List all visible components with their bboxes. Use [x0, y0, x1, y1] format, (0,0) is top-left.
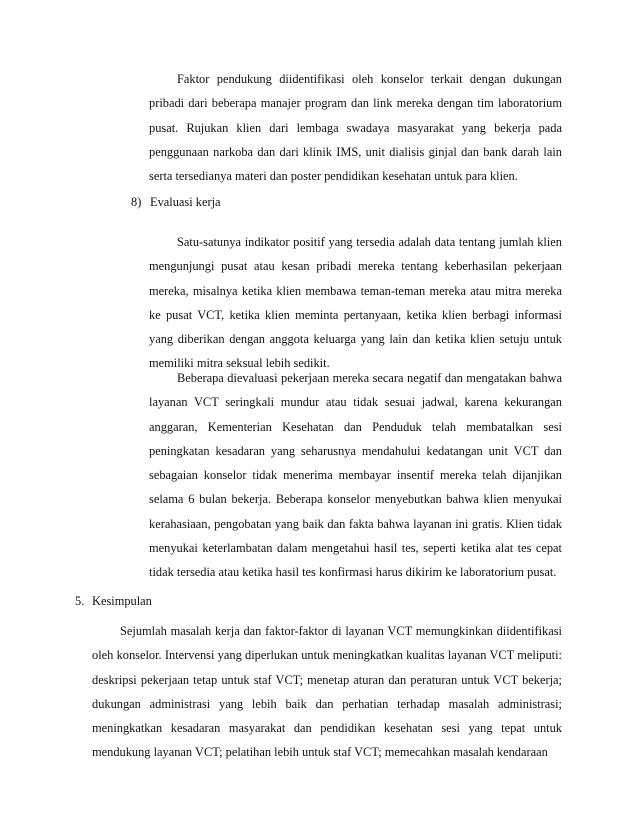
heading-evaluasi-kerja — [131, 192, 221, 212]
heading-number: 8) — [131, 195, 142, 209]
paragraph-conclusion: Sejumlah masalah kerja dan faktor-faktor di layanan VCT memungkinkan diidentifikasi oleh konselor. Intervensi yang diperlukan untuk meningkatkan kualitas layanan VCT meliputi: deskripsi pekerjaan tetap untuk staf VCT; menetap aturan dan peraturan untuk VCT bekerja; dukungan administrasi yang lebih baik dan perhatian terhadap masalah administrasi; meningkatkan kesadaran masyarakat dan pendidikan kesehatan sesi yang tepat untuk mendukung layanan VCT; pelatihan lebih untuk staf VCT; memecahkan masalah kendaraan — [92, 624, 562, 760]
paragraph-negative-evaluation: Beberapa dievaluasi pekerjaan mereka secara negatif dan mengatakan bahwa layanan VCT seringkali mundur atau tidak sesuai jadwal, karena kekurangan anggaran, Kementerian Kesehatan dan Penduduk telah membatalkan sesi peningkatan kesadaran yang seharusnya mendahului kedatangan unit VCT dan sebagaian konselor tidak menerima membayar insentif mereka telah dijanjikan selama 6 bulan bekerja. Beberapa konselor menyebutkan bahwa klien menyukai kerahasiaan, pengobatan yang baik dan fakta bahwa layanan ini gratis. Klien tidak menyukai keterlambatan dalam mengetahui hasil tes, seperti ketika alat tes cepat tidak tersedia atau ketika hasil tes konfirmasi harus dikirim ke laboratorium pusat. — [149, 371, 562, 580]
paragraph-supporting-factors: Faktor pendukung diidentifikasi oleh konselor terkait dengan dukungan pribadi dari beberapa manajer program dan link mereka dengan tim laboratorium pusat. Rujukan klien dari lembaga swadaya masyarakat yang bekerja pada penggunaan narkoba dan dari klinik IMS, unit dialisis ginjal dan bank darah lain serta tersedianya materi dan poster pendidikan kesehatan untuk para klien. — [149, 72, 562, 184]
heading-title: Evaluasi kerja — [150, 195, 221, 209]
heading-number: 5. — [75, 594, 85, 608]
heading-title: Kesimpulan — [92, 594, 152, 608]
paragraph-positive-indicators: Satu-satunya indikator positif yang tersedia adalah data tentang jumlah klien mengunjungi pusat atau kesan pribadi mereka tentang keberhasilan pekerjaan mereka, misalnya ketika klien membawa teman-teman mereka atau mitra mereka ke pusat VCT, ketika klien meminta pertanyaan, ketika klien berbagi informasi yang diberikan dengan anggota keluarga yang lain dan ketika klien setuju untuk memiliki mitra seksual lebih sedikit. — [149, 235, 562, 371]
heading-kesimpulan — [75, 591, 152, 611]
